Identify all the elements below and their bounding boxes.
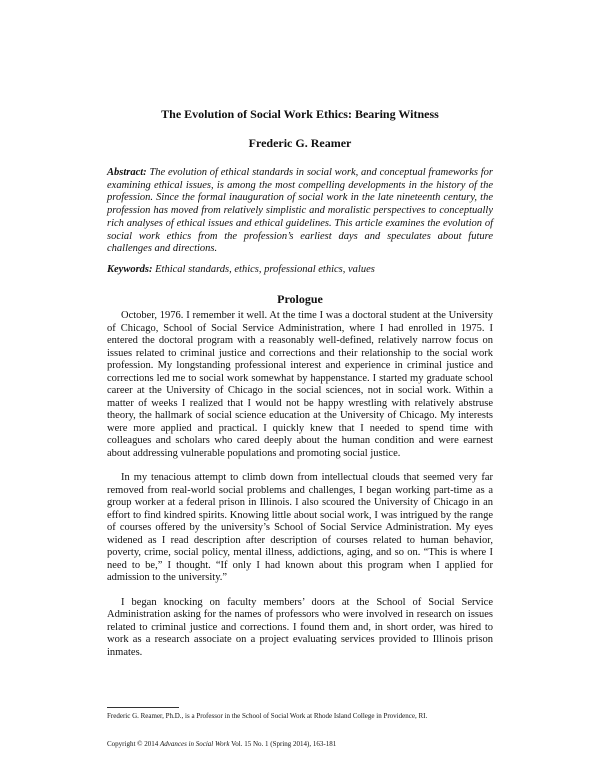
author-name: Frederic G. Reamer: [248, 136, 352, 150]
keywords: [107, 263, 493, 276]
journal-name: Advances in Social Work: [159, 740, 230, 748]
copyright-line: [107, 739, 507, 749]
keywords-text: Ethical standards, ethics, professional ethics, values: [155, 264, 375, 275]
author-footnote: Frederic G. Reamer, Ph.D., is a Professor in the School of Social Work at Rhode Island College in Providence, RI.: [107, 712, 428, 720]
abstract-label: Abstract:: [107, 167, 147, 178]
keywords-label: Keywords:: [107, 264, 153, 275]
article-title: The Evolution of Social Work Ethics: Bearing Witness: [161, 107, 439, 121]
copyright-suffix: Vol. 15 No. 1 (Spring 2014), 163-181: [231, 740, 337, 748]
abstract: [107, 167, 493, 256]
copyright-prefix: Copyright © 2014: [107, 740, 159, 748]
body-text: [107, 310, 493, 671]
abstract-text: The evolution of ethical standards in social work, and conceptual frameworks for examining ethical issues, is among the most compelling developments in the history of the profession. Since the formal inauguration of social work in the late nineteenth century, the profession has moved from relatively simplistic and moralistic perspectives to conceptually rich analyses of ethical issues and ethical guidelines. This article examines the evolution of social work ethics from the profession’s earliest days and speculates about future challenges and directions.: [107, 167, 494, 255]
section-heading: Prologue: [277, 292, 323, 306]
footnote-divider: [107, 707, 179, 708]
paragraph: October, 1976. I remember it well. At the time I was a doctoral student at the University of Chicago, School of Social Service Administration, where I had enrolled in 1975. I entered the doctoral program with a reasonably well-defined, relatively narrow focus on issues related to criminal justice and corrections and their relationship to the social work profession. My longstanding professional interest and experience in criminal justice and corrections led me to social work somewhat by happenstance. I started my graduate school career at the University of Chicago in the social sciences, not in social work. Within a matter of weeks I realized that I would not be happy wrestling with relatively abstruse theory, the hallmark of social science education at the University of Chicago. My interests were more applied and practical. I quickly knew that I needed to spend time with colleagues and scholars who cared deeply about the human condition and were earnest about addressing vulnerable populations and promoting social justice.: [107, 310, 493, 459]
paragraph: In my tenacious attempt to climb down from intellectual clouds that seemed very far removed from real-world social problems and challenges, I began working part-time as a group worker at a federal prison in Illinois. I also scoured the University of Chicago in an effort to find kindred spirits. Knowing little about social work, I was intrigued by the range of courses offered by the university’s School of Social Service Administration. My eyes widened as I read description after description of courses related to human behavior, poverty, crime, social policy, mental illness, addictions, aging, and so on. “This is where I need to be,” I thought. “If only I had known about this program when I applied for admission to the university.”: [107, 472, 493, 583]
paragraph: I began knocking on faculty members’ doors at the School of Social Service Administration asking for the names of professors who were involved in research on issues related to criminal justice and corrections. I found them and, in short order, was hired to work as a research associate on a project evaluating services provided to Illinois prison inmates.: [107, 596, 493, 658]
